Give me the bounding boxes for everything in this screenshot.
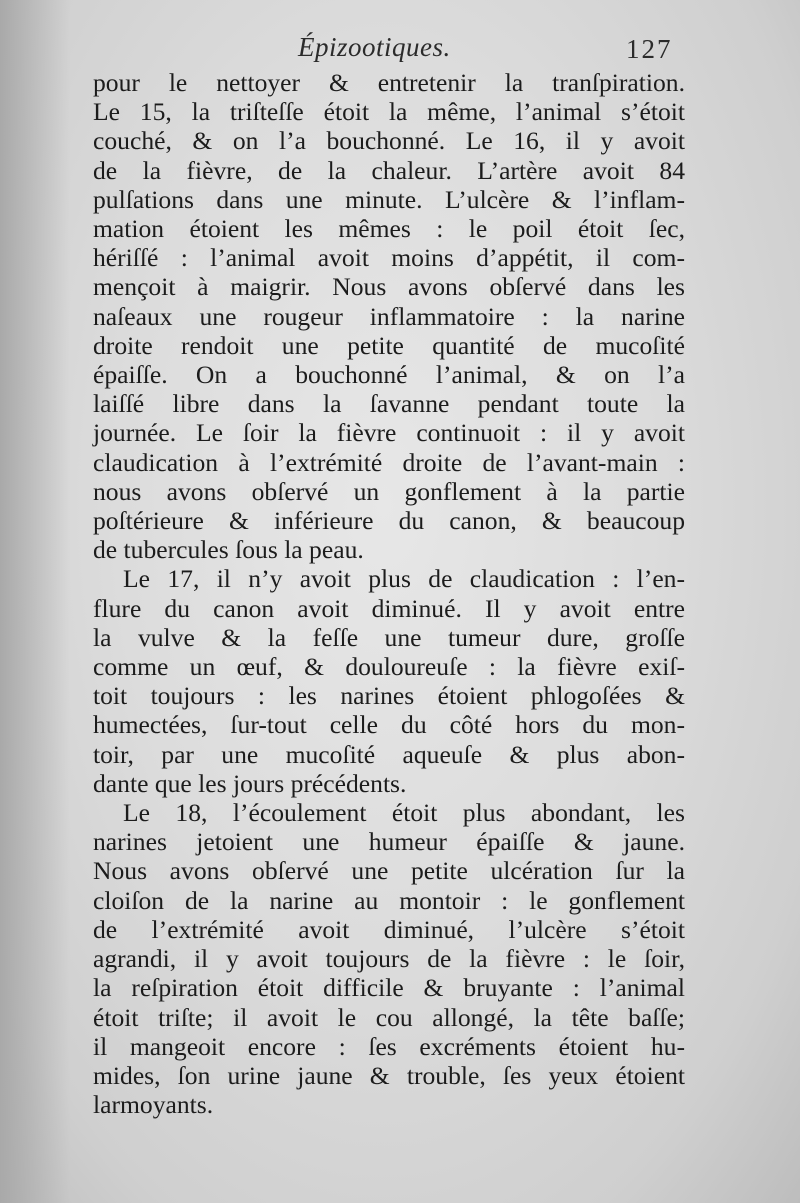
text-line: flure du canon avoit diminué. Il y avoit entre bbox=[93, 593, 685, 623]
text-line: dante que les jours précédents. bbox=[93, 768, 407, 798]
paragraph-start-line: Le 18, l’écoulement étoit plus abondant, les bbox=[123, 798, 685, 828]
text-line: de la fièvre, de la chaleur. L’artère avoit 84 bbox=[93, 155, 685, 185]
text-line: mation étoient les mêmes : le poil étoit ſec, bbox=[93, 214, 685, 244]
text-line: la reſpiration étoit difficile & bruyante : l’animal bbox=[93, 973, 685, 1003]
binding-shadow bbox=[0, 0, 70, 1203]
text-line: droite rendoit une petite quantité de mucoſité bbox=[93, 330, 685, 360]
text-line: laiſſé libre dans la ſavanne pendant toute la bbox=[93, 389, 685, 419]
text-line: épaiſſe. On a bouchonné l’animal, & on l’a bbox=[93, 360, 685, 390]
text-line: narines jetoient une humeur épaiſſe & jaune. bbox=[93, 827, 685, 857]
text-line: la vulve & la feſſe une tumeur dure, groſſe bbox=[93, 622, 685, 652]
text-line: larmoyants. bbox=[93, 1090, 214, 1120]
text-line: agrandi, il y avoit toujours de la fièvre : le ſoir, bbox=[93, 944, 685, 974]
text-line: cloiſon de la narine au montoir : le gonflement bbox=[93, 885, 685, 915]
text-line: journée. Le ſoir la fièvre continuoit : il y avoit bbox=[93, 418, 685, 448]
page-number: 127 bbox=[626, 34, 673, 64]
text-line: de l’extrémité avoit diminué, l’ulcère s’étoit bbox=[93, 914, 685, 944]
text-line: comme un œuf, & douloureuſe : la fièvre exiſ- bbox=[93, 652, 685, 682]
text-line: toit toujours : les narines étoient phlogoſées & bbox=[93, 681, 685, 711]
text-line: mençoit à maigrir. Nous avons obſervé dans les bbox=[93, 272, 685, 302]
text-line: étoit triſte; il avoit le cou allongé, la tête baſſe; bbox=[93, 1002, 685, 1032]
text-line: couché, & on l’a bouchonné. Le 16, il y avoit bbox=[93, 126, 685, 156]
text-line: toir, par une mucoſité aqueuſe & plus abon- bbox=[93, 739, 685, 769]
running-title: Épizootiques. bbox=[298, 32, 451, 62]
text-line: mides, ſon urine jaune & trouble, ſes yeux étoient bbox=[93, 1060, 685, 1090]
text-line: pour le nettoyer & entretenir la tranſpiration. bbox=[93, 68, 685, 97]
text-line: naſeaux une rougeur inflammatoire : la narine bbox=[93, 301, 685, 331]
page-header bbox=[0, 30, 800, 70]
text-line: pulſations dans une minute. L’ulcère & l’inflam- bbox=[93, 184, 685, 214]
text-line: de tubercules ſous la peau. bbox=[93, 535, 364, 565]
text-line: Le 15, la triſteſſe étoit la même, l’animal s’étoit bbox=[93, 97, 685, 127]
body-text bbox=[93, 68, 685, 1119]
text-line: poſtérieure & inférieure du canon, & beaucoup bbox=[93, 506, 685, 536]
text-line: il mangeoit encore : ſes excréments étoient hu- bbox=[93, 1031, 685, 1061]
text-line: claudication à l’extrémité droite de l’avant-main : bbox=[93, 447, 685, 477]
paragraph-start-line: Le 17, il n’y avoit plus de claudication : l’en- bbox=[123, 564, 685, 594]
text-line: Nous avons obſervé une petite ulcération ſur la bbox=[93, 856, 685, 886]
text-line: hériſſé : l’animal avoit moins d’appétit, il com- bbox=[93, 243, 685, 273]
text-line: humectées, ſur-tout celle du côté hors du mon- bbox=[93, 710, 685, 740]
text-line: nous avons obſervé un gonflement à la partie bbox=[93, 476, 685, 506]
